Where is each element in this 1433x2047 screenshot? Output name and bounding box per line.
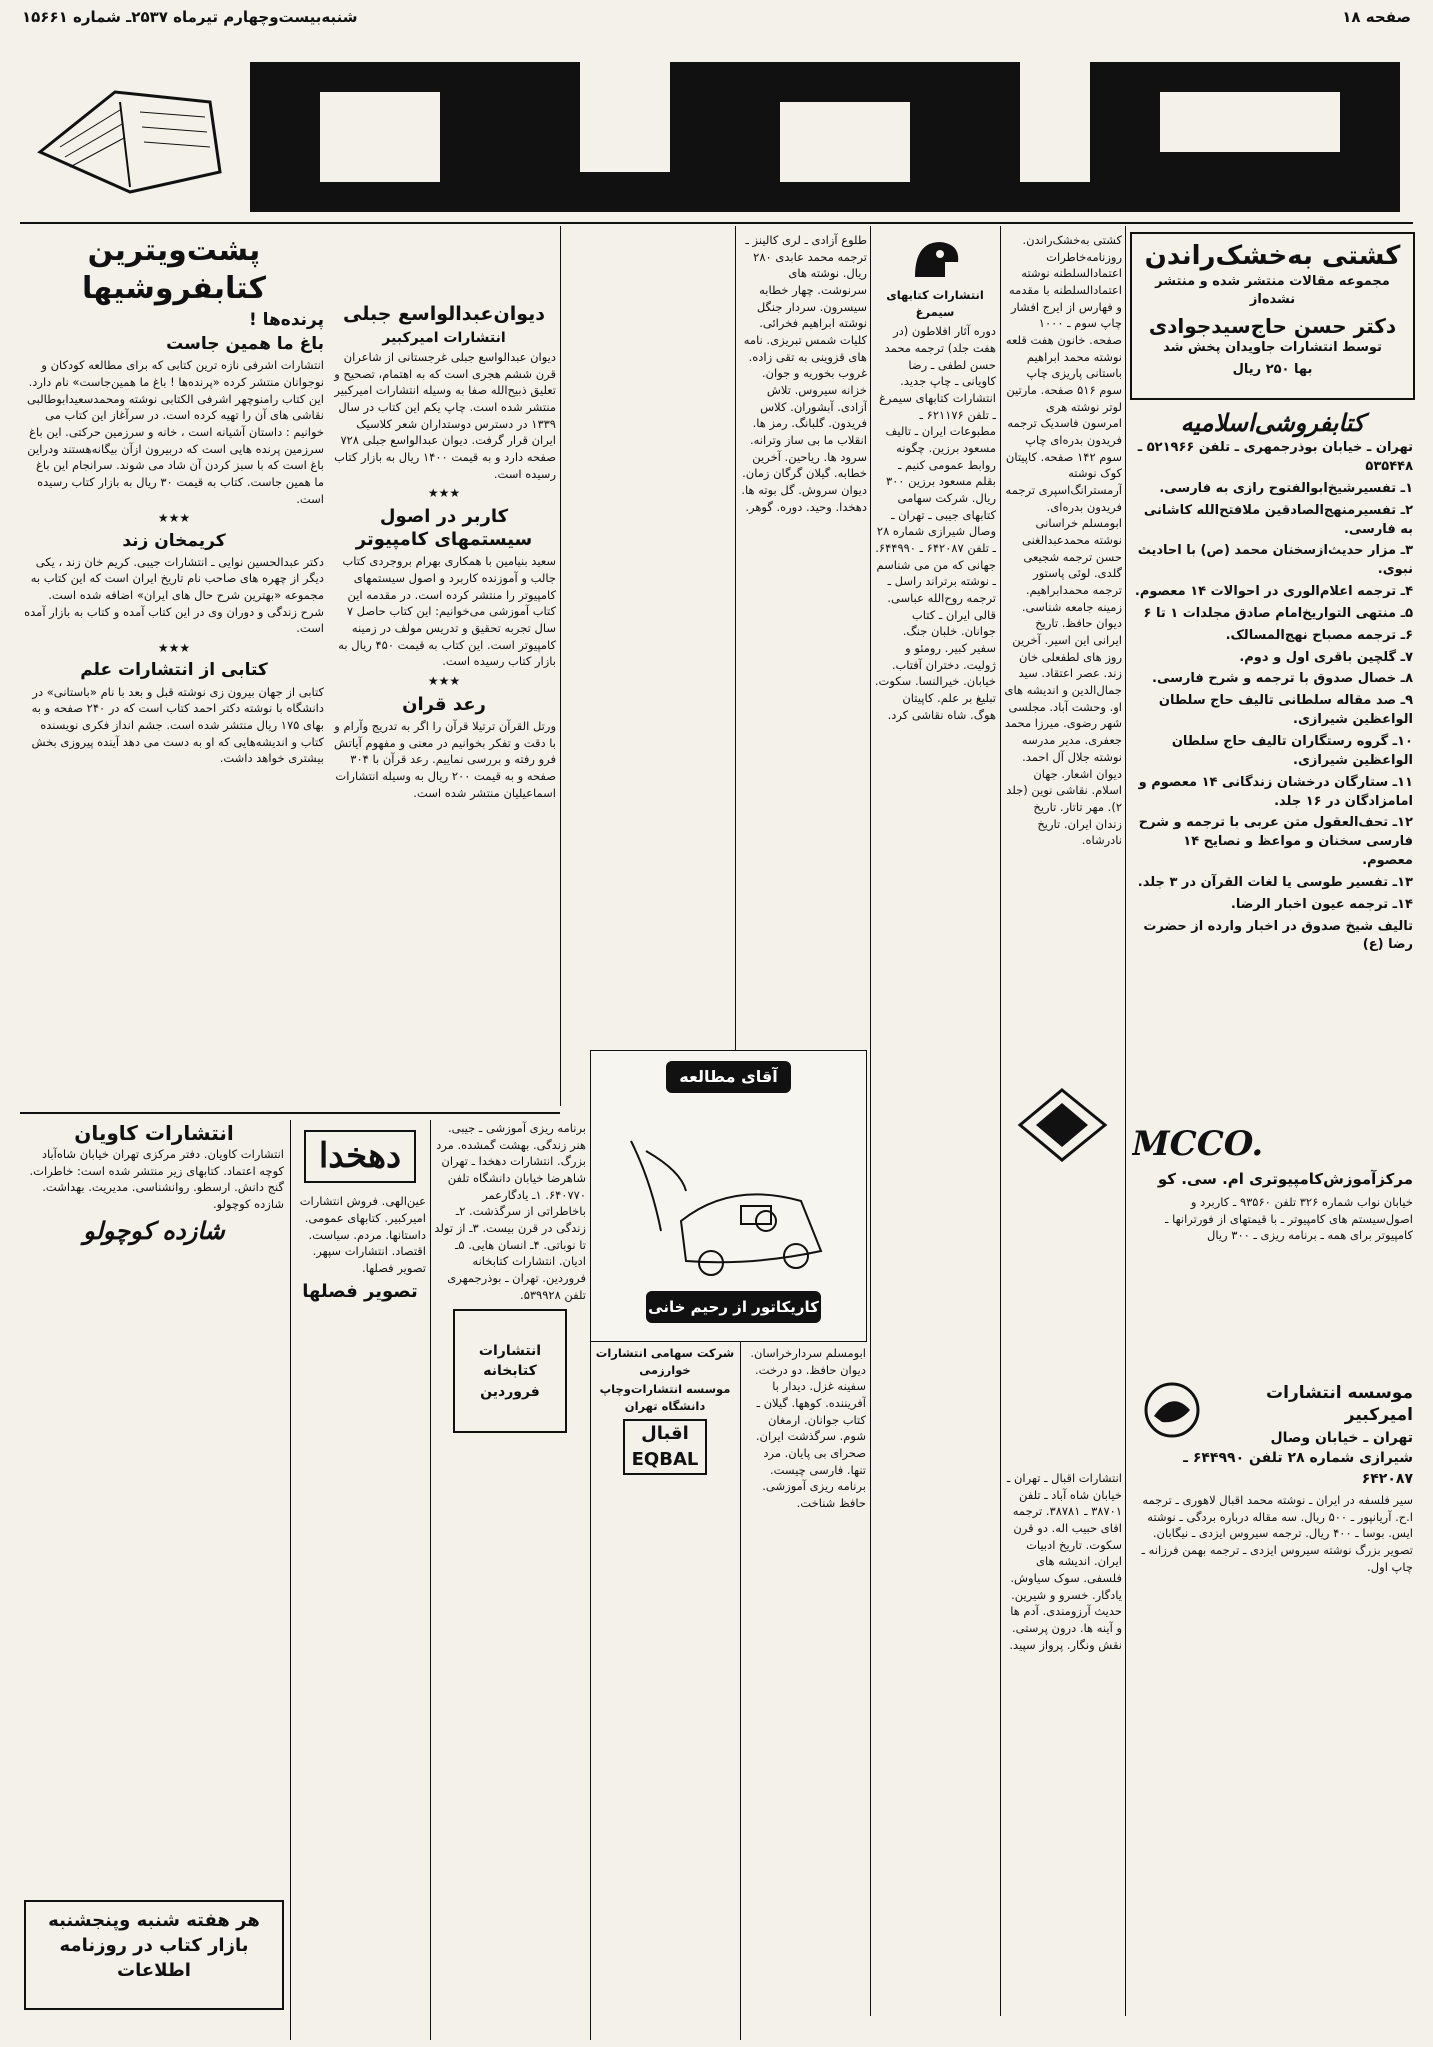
islamia-list-item: ۱۱ـ ستارگان درخشان زندگانی ۱۴ معصوم و امامزادگان در ۱۶ جلد. — [1138, 774, 1413, 809]
islamia-list-item: ۱۴ـ ترجمه عیون اخبار الرضا. — [1230, 896, 1413, 912]
col9-lower-text: انتشارات کاویان. دفتر مرکزی تهران خیابان شاه‌آباد کوچه اعتماد. کتابهای زیر منتشر شده است: خاطرات. گنج دانش. ارسطو. روانشناسی. مدیریت. بهداشت. شازده کوچولو. — [29, 1147, 284, 1212]
amirkabir-name: موسسه انتشارات امیرکبیر — [1266, 1383, 1413, 1426]
col7-lower-text: برنامه ریزی آموزشی ـ جیبی. هنر زندگی. بهشت گمشده. مرد بزرگ. انتشارات دهخدا ـ تهران شاهرضا خیابان دانشگاه تلفن ۶۴۰۷۷۰. ۱ـ یادگارعمر باخاطراتی از سرگذشت. ۲ـ زندگی در قرن بیست. ۳ـ از تولد تا نوباتی. ۴ـ انسان هایی. ۵ـ ادیان. انتشارات کتابخانه فروردین. تهران ـ بوذرجمهری تلفن ۵۳۹۹۲۸. — [434, 1121, 586, 1302]
kharazmi-name: شرکت سهامی انتشارات خوارزمی — [595, 1346, 735, 1377]
cartoon-box — [590, 1050, 867, 1342]
col8-lower-text: عین‌الهی. فروش انتشارات امیرکبیر. کتابهای عمومی. داستانها. مردم. سیاست. اقتصاد. انتشارات سپهر. تصویر فصلها. — [299, 1194, 426, 1275]
mcco-subtitle: مرکزآموزش‌کامپیوتری ام. سی. کو — [1157, 1170, 1413, 1189]
masthead-rule — [20, 222, 1413, 224]
islamia-book-list — [1132, 480, 1413, 955]
divan-title: دیوان‌عبدالواسع جبلی — [342, 303, 545, 325]
amirkabir-address: تهران ـ خیابان وصال شیرازی شماره ۲۸ تلفن ۶۴۴۹۹۰ ـ ۶۴۲۰۸۷ — [1183, 1430, 1413, 1487]
thunder-title: رعد قران — [402, 693, 486, 715]
islamia-list-item: ۴ـ ترجمه اعلام‌الوری در احوالات ۱۴ معصوم. — [1134, 584, 1413, 600]
divan-publisher: انتشارات امیرکبیر — [382, 329, 506, 346]
islamia-list-item: ۱۲ـ تحف‌العقول متن عربی با ترجمه و شرح فارسی سخنان و مواعظ و نصایح ۱۴ معصوم. — [1138, 815, 1413, 869]
karimkhan-body: دکتر عبدالحسین نوایی ـ انتشارات جیبی. کریم خان زند ، یکی دیگر از چهره های صاحب نام تاریخ ایران است که این کتاب به مجموعه «بهترین شرح حال های ایران» اضافه شده است. شرح زندگی و دوران وی در این کتاب آمده و کتاب به بازار آمده است. — [24, 554, 324, 636]
book-masthead-icon — [20, 32, 1413, 214]
birds-kicker: پرنده‌ها ! — [248, 310, 324, 330]
birds-body: انتشارات اشرفی نازه ترین کتابی که برای مطالعه کودکان و نوجوانان منتشر کرده «پرنده‌ها ! باغ ما همین‌جاست» نام دارد. این کتاب رامنوچهر اشرفی الکتابی نوشته ومحمدسعیدابوطالبی نقاشی های آن را تهیه کرده است. در سرآغاز این کتاب می خوانیم : داستان آشیانه است ، خانه و سرزمین حرکتی. این باغ سرزمین پرنده هایی است که دربیرون ازآن بیگانه‌هستند ودراین باغ است که با سبز کردن آن شاد می شوند. سرانجام این باغ ما همین جاست. کتاب به قیمت ۳۰ ریال به بازار کتاب رسیده است. — [27, 358, 324, 506]
mcco-logo: MCCO. — [1132, 1124, 1264, 1164]
col2-lower-text: انتشارات اقبال ـ تهران ـ خیابان شاه آباد ـ تلفن ۳۸۷۰۱ ـ ۳۸۷۸۱. ترجمه افای حبیب اله. دو قرن سکوت. تاریخ ادبیات ایران. اندیشه های فلسفی. سوک سیاوش. یادگار. خسرو و شیرین. حدیث آرزومندی. آدم ها و آینه ها. درون پرستی. نقش ونگار. پرواز سپید. — [1006, 1471, 1122, 1652]
cartoon-caption: کاریکاتور از رحیم خانی — [646, 1291, 821, 1323]
col2-text: کشتی به‌خشک‌راندن. روزنامه‌خاطرات اعتمادالسلطنه نوشته اعتمادالسلطنه با مقدمه و فهارس از ایرج افشار چاپ سوم ـ ۱۰۰۰ صفحه. خانون هفت قلعه نوشته محمد ابراهیم باستانی پاریزی چاپ سوم ۵۱۶ صفحه. مارتین لوتر نوشته هری امرسون فاسدیک ترجمه فریدون بدره‌ای چاپ سوم ۱۴۲ صفحه. کاپیتان کوک نوشته آرمسترانگ‌اسپری ترجمه فریدون بدره‌ای. ابومسلم خراسانی نوشته محمدعبدالغنی حسن ترجمه شجیعی گلدی. لوئی پاستور ترجمه محمدابراهیم. زمینه جامعه شناسی. دیوان حافظ. تاریخ ایرانی این اسیر. آخرین روز های لطفعلی خان زند. عصر اعتقاد. سید جمال‌الدین و اندیشه های او. وحشت آباد. مجلسی شهر رضوی. میرزا محمد جعفری. مدیر مدرسه نوشته جلال آل احمد. دیوان اشعار. جهان اسلام. نقاشی نوین (جلد ۲). مهر تاتار. تاریخ زندان ایران. تاریخ نادرشاه. — [1004, 233, 1122, 848]
mcco-ad — [1132, 1120, 1413, 1370]
computer-body: سعید بنیامین با همکاری بهرام بروجردی کتاب جالب و آموزنده کاربرد و اصول سیستمهای کامپیوتر را منتشر کرده است. در مقدمه این کتاب آموزشی می‌خوانیم: این کتاب حاصل ۷ سال تجربه تحقیق و تدریس مولف در زمینه کامپیوتر است. این کتاب به قیمت ۴۵۰ ریال به بازار کتاب رسیده است. — [338, 554, 556, 669]
karimkhan-title: کریمخان زند — [122, 530, 226, 551]
birds-title: باغ ما همین جاست — [166, 334, 324, 355]
col8-lower-list — [294, 1120, 426, 2015]
islamia-ad — [1132, 408, 1413, 1108]
amirkabir-logo-icon — [1132, 1380, 1212, 1440]
elm-title: کتابی از انتشارات علم — [80, 660, 268, 681]
farvardin-book-cover: انتشارات کتابخانه فروردین — [453, 1309, 567, 1433]
ashrafi-logo — [1010, 1085, 1115, 1165]
amirkabir-ad — [1132, 1380, 1413, 2020]
kavian-name: انتشارات کاویان — [74, 1121, 234, 1145]
iqbal-logo-en: EQBAL — [631, 1448, 699, 1470]
ship-ad — [1130, 232, 1415, 400]
ettelaat-name: موسسه انتشارات‌وچاپ دانشگاه تهران — [599, 1382, 731, 1414]
islamia-name: کتابفروشی‌اسلامیه — [1180, 409, 1365, 437]
islamia-list-item: ۹ـ صد مقاله سلطانی تالیف حاج سلطان الواعظین شیرازی. — [1158, 693, 1413, 728]
ship-subtitle: مجموعه مقالات منتشر شده و منتشر نشده‌از — [1155, 273, 1390, 308]
col4-book-list — [739, 232, 867, 1052]
iqbal-logo — [623, 1419, 707, 1475]
masthead — [20, 32, 1413, 214]
iqbal-logo-fa: اقبال — [641, 1422, 689, 1444]
islamia-list-item: ۲ـ تفسیرمنهج‌الصادقین ملافتح‌الله کاشانی به فارسی. — [1143, 502, 1413, 537]
weekly-banner: هر هفته شنبه وپنجشنبه بازار کتاب در روزنامه اطلاعات — [24, 1900, 284, 2010]
islamia-list-item: ۱ـ تفسیرشیخ‌ابوالفتوح رازی به فارسی. — [1159, 480, 1413, 496]
islamia-list-item: ۸ـ خصال صدوق با ترجمه و شرح فارسی. — [1152, 671, 1413, 687]
issue-date: شنبه‌بیست‌وچهارم تیرماه ۲۵۳۷ـ شماره ۱۵۶۶۱ — [22, 8, 358, 26]
islamia-list-item: ۱۳ـ تفسیر طوسی یا لغات القرآن در ۳ جلد. — [1137, 874, 1413, 890]
mcco-body: خیابان نواب شماره ۳۲۶ تلفن ۹۳۵۶۰ ـ کاربرد و اصول‌سیستم های کامپیوتر ـ با قیمتهای از فورترانها ـ کامپیوتر برای همه ـ برنامه ریزی ـ ۳۰۰ ریال — [1165, 1195, 1413, 1243]
feature-bottom-rule — [20, 1112, 560, 1114]
computer-title: کاربر در اصول سیستمهای کامپیوتر — [355, 505, 533, 551]
islamia-list-item: ۱۰ـ گروه رستگاران تالیف حاج سلطان الواعظین شیرازی. — [1171, 734, 1413, 768]
islamia-list-item: ۵ـ منتهی التواریخ‌امام صادق مجلدات ۱ تا ۶ — [1143, 605, 1413, 621]
col3-book-list — [874, 232, 996, 1052]
simorgh-name: انتشارات کتابهای سیمرغ — [886, 288, 984, 319]
ashrafi-logo-icon — [1010, 1085, 1115, 1165]
col9-lower-list — [24, 1120, 284, 1890]
islamia-list-item: ۳ـ مزار حدیث‌ازسخنان محمد (ص) با احادیث نبوی. — [1137, 543, 1413, 578]
col7-lower-list — [434, 1120, 586, 2015]
page-number: صفحه ۱۸ — [1342, 8, 1411, 26]
islamia-list-item: ۶ـ ترجمه مصباح نهج‌المسالک. — [1225, 627, 1413, 643]
simorgh-logo-icon — [900, 232, 970, 287]
col3-text: دوره آثار افلاطون (در هفت جلد) ترجمه محمد حسن لطفی ـ رضا کاویانی ـ چاپ جدید. انتشارات کتابهای سیمرغ ـ تلفن ۶۲۱۱۷۶ ـ مطبوعات ایران ـ تالیف مسعود برزین. چگونه روابط عمومی کنیم ـ بقلم مسعود برزین ۳۰۰ ریال. شرکت سهامی کتابهای جیبی ـ تهران ـ وصال شیرازی شماره ۲۸ ـ تلفن ۶۴۲۰۸۷ ـ ۶۴۴۹۹۰. جهانی که من می شناسم ـ نوشته برتراند راسل ـ ترجمه روح‌الله عباسی. قالی ایران ـ کتاب جوانان. خلبان جنگ. سفیر کبیر. رومئو و ژولیت. دختران آفتاب. خیابان. خیرالنسا. سکوت. تبلیغ بر علم. کاپیتان هوگ. شاه نقاشی کرد. — [874, 324, 996, 722]
islamia-list-item: تالیف شیخ صدوق در اخبار وارده از حضرت رضا (ع) — [1143, 918, 1413, 953]
divan-feature: دیوان‌عبدالواسع جبلی انتشارات امیرکبیر دیوان عبدالواسع جبلی غرجستانی از شاعران قرن ششم هجری است که به اهتمام، تصحیح و تعلیق ذبیح‌الله صفا به وسیله انتشارات امیرکبیر منتشر شده است. چاپ یکم این کتاب در سال ۱۳۳۹ در دسترس دوستداران شعر کلاسیک ایران قرار گرفت. دیوان عبدالواسع جبلی ۷۲۸ صفحه دارد و به قیمت ۱۴۰۰ ریال به بازار کتاب رسیده است. ★★★ کاربر در اصول سیستمهای کامپیوتر سعید بنیامین با همکاری بهرام بروجردی کتاب جالب و آموزنده کاربرد و اصول سیستمهای کامپیوتر را منتشر کرده است. در مقدمه این کتاب آموزشی می‌خوانیم: این کتاب حاصل ۷ سال تجربه تحقیق و تدریس مولف در زمینه کامپیوتر است. این کتاب به قیمت ۴۵۰ ریال به بازار کتاب رسیده است. ★★★ رعد قران ورتل القرآن ترتیلا قرآن را اگر به تدریج وآرام و با دقت و تفکر بخوانیم در معنی و مفهوم آیاتش فرو رفته و بررسی نماییم. رعد قرآن با ۳۰۴ صفحه و به قیمت ۲۰۰ ریال به وسیله انتشارات اسماعیلیان منتشر شده است. — [332, 300, 556, 1100]
ship-title: کشتی به‌خشک‌راندن — [1144, 241, 1401, 271]
cartoon-title: آقای مطالعه — [666, 1061, 791, 1093]
divan-body: دیوان عبدالواسع جبلی غرجستانی از شاعران قرن ششم هجری است که به اهتمام، تصحیح و تعلیق ذبیح‌الله صفا به وسیله انتشارات امیرکبیر منتشر شده است. چاپ یکم این کتاب در سال ۱۳۳۹ در دسترس دوستداران شعر کلاسیک ایران قرار گرفت. دیوان عبدالواسع جبلی ۷۲۸ صفحه دارد و به قیمت ۱۴۰۰ ریال به بازار کتاب رسیده است. — [334, 349, 556, 481]
col5-lower-text: ابومسلم سردارخراسان. دیوان حافظ. دو درخت. سفینه غزل. دیدار با آفریننده. کوهها. گیلان ـ کتاب جوانان. ارمغان شوم. سرگذشت ایران. صحرای بی پایان. مرد تنها. فارسی چیست. برنامه ریزی آموزشی. حافظ شناخت. — [750, 1346, 866, 1511]
col4-text: طلوع آزادی ـ لری کالینز ـ ترجمه محمد عابدی ۲۸۰ ریال. نوشته های سرنوشت. چهار خطابه سیسرون. سردار جنگل نوشته ابراهیم فخرائی. کلیات شمس تبریزی. نامه های قزوینی به تقی زاده. غروب بخوریه و جوان. خزانه سیروس. تلاش آزادی. آبشوران. کلاس فریدون. گلبانگ. رمز ها. انقلاب ما بی ساز وترانه. سرود ها. ریاحین. آخرین خطابه. گیلان گرگان زمان. دیوان سروش. گل بوته ها. دهخدا. وحید. دوره. گوهر. — [741, 233, 867, 514]
ship-author: دکتر حسن حاج‌سیدجوادی — [1148, 314, 1397, 339]
islamia-list-item: ۷ـ گلچین باقری اول و دوم. — [1239, 649, 1413, 665]
islamia-address: تهران ـ خیابان بوذرجمهری ـ تلفن ۵۲۱۹۶۶ ـ ۵۳۵۴۴۸ — [1137, 440, 1413, 475]
col2-lower-list — [1004, 1470, 1122, 2015]
col5-lower-list — [744, 1345, 866, 2015]
amirkabir-list: سیر فلسفه در ایران ـ نوشته محمد اقبال لاهوری ـ ترجمه ا.ح. آریانپور ـ ۵۰۰ ریال. سه مقاله درباره بردگی ـ نوشته ایس. بوسا ـ ۴۰۰ ریال. ترجمه سیروس ایزدی ـ نیگابان. تصویر بزرگ نوشته سیروس ایزدی ـ ترجمه بهمن فرزانه ـ چاپ اول. — [1141, 1493, 1413, 1574]
shazde-title: شازده کوچولو — [83, 1216, 225, 1245]
thunder-body: ورتل القرآن ترتیلا قرآن را اگر به تدریج وآرام و با دقت و تفکر بخوانیم در معنی و مفهوم آیاتش فرو رفته و بررسی نماییم. رعد قرآن با ۳۰۴ صفحه و به قیمت ۲۰۰ ریال به وسیله انتشارات اسماعیلیان منتشر شده است. — [334, 718, 556, 800]
ship-price: بها ۲۵۰ ریال — [1232, 362, 1313, 378]
dehkhoda-logo: دهخدا — [304, 1130, 416, 1183]
col2-book-list — [1004, 232, 1122, 1472]
fasl-title: تصویر فصلها — [302, 1280, 418, 1302]
col6-lower-list — [594, 1345, 736, 2015]
elm-body: کتابی از جهان بیرون زی نوشته قبل و بعد با نام «باستانی» در دانشگاه با نوشته دکتر احمد کتاب است که در ۲۴۰ صفحه و به بهای ۱۷۵ ریال منتشر شده است. جشم انداز فکری نویسنده کتاب و اندیشه‌هایی که او به دست می دهد آینده پیروزی بخش بیشتری خواهد داشت. — [31, 684, 324, 766]
ship-publisher: توسط انتشارات جاویدان پخش شد — [1163, 340, 1382, 356]
showcase-feature: پشت‌ویترین کتابفروشیها پرنده‌ها ! باغ ما همین جاست انتشارات اشرفی نازه ترین کتابی که برای مطالعه کودکان و نوجوانان منتشر کرده «پرنده‌ها ! باغ ما همین‌جاست» نام دارد. این کتاب رامنوچهر اشرفی الکتابی نوشته ومحمدسعیدابوطالبی نقاشی های آن را تهیه کرده است. در سرآغاز این کتاب می خوانیم : داستان آشیانه است ، خانه و سرزمین حرکتی. این باغ سرزمین پرنده هایی است که دربیرون ازآن بیگانه‌هستند ودراین باغ است که با سبز کردن آن شاد می شوند. سرانجام این باغ ما همین جاست. کتاب به قیمت ۳۰ ریال به بازار کتاب رسیده است. ★★★ کریمخان زند دکتر عبدالحسین نوایی ـ انتشارات جیبی. کریم خان زند ، یکی دیگر از چهره های صاحب نام تاریخ ایران است که این کتاب به مجموعه «بهترین شرح حال های ایران» اضافه شده است. شرح زندگی و دوران وی در این کتاب آمده و کتاب به بازار آمده است. ★★★ کتابی از انتشارات علم کتابی از جهان بیرون زی نوشته قبل و بعد با نام «باستانی» در دانشگاه با نوشته دکتر احمد کتاب است که در ۲۴۰ صفحه و به بهای ۱۷۵ ریال منتشر شده است. جشم انداز فکری نویسنده کتاب و اندیشه‌هایی که او به دست می دهد آینده پیروزی بخش بیشتری خواهد داشت. — [24, 233, 324, 766]
showcase-title: پشت‌ویترین کتابفروشیها — [82, 233, 266, 306]
